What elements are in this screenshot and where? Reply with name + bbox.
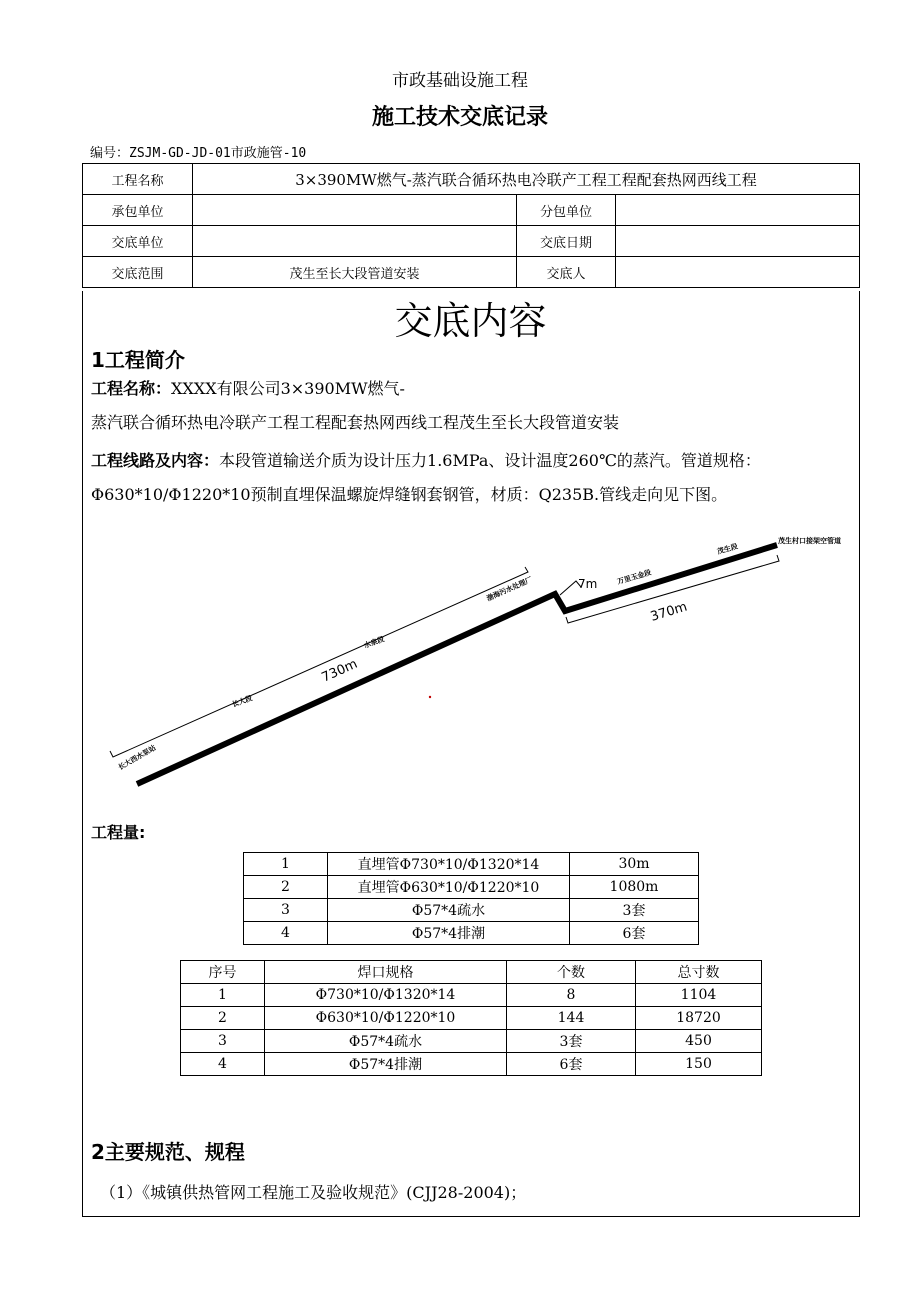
weld-cell-no: 2 [181, 1007, 265, 1030]
qty-cell-spec: Φ57*4排潮 [328, 922, 570, 945]
qty-row [244, 853, 699, 876]
label-maosheng: 茂生段 [716, 542, 739, 556]
qty-cell-no: 4 [244, 922, 328, 945]
weld-cell-count: 8 [507, 984, 636, 1007]
weld-header-count: 个数 [507, 961, 636, 984]
label-sewage: 渤海污水处理厂 [485, 575, 534, 603]
weld-cell-spec: Φ630*10/Φ1220*10 [265, 1007, 507, 1030]
project-name-paragraph [91, 376, 405, 399]
info-table [82, 163, 860, 288]
weld-cell-no: 3 [181, 1030, 265, 1053]
dim-7-label: 7m [578, 577, 598, 591]
document-code [90, 142, 306, 161]
date-value [616, 226, 860, 257]
weld-header-total: 总寸数 [636, 961, 762, 984]
label-shuiquan: 水泉段 [362, 635, 386, 650]
weld-header-spec: 焊口规格 [265, 961, 507, 984]
info-row-contractor [83, 195, 860, 226]
weld-header-no: 序号 [181, 961, 265, 984]
quantity-table [243, 852, 699, 945]
org-title: 市政基础设施工程 [392, 71, 528, 91]
label-end: 茂生村口接架空管道 [778, 537, 841, 545]
weld-cell-no: 4 [181, 1053, 265, 1076]
scope-value: 茂生至长大段管道安装 [193, 257, 517, 288]
quantity-label: 工程量: [91, 823, 146, 842]
scope-label: 交底范围 [83, 257, 193, 288]
info-row-scope [83, 257, 860, 288]
section-1-title: 1工程简介 [91, 348, 185, 372]
label-changda: 长大段 [230, 694, 254, 709]
subcontractor-label: 分包单位 [517, 195, 616, 226]
weld-cell-no: 1 [181, 984, 265, 1007]
route-value-2: Φ630*10/Φ1220*10预制直埋保温螺旋焊缝钢套钢管，材质：Q235B.管线走向见下图。 [91, 485, 728, 504]
contractor-label: 承包单位 [83, 195, 193, 226]
weld-row [181, 984, 762, 1007]
weld-cell-spec: Φ730*10/Φ1320*14 [265, 984, 507, 1007]
route-label: 工程线路及内容： [91, 451, 220, 470]
info-row-project [83, 164, 860, 195]
weld-cell-total: 450 [636, 1030, 762, 1053]
weld-cell-total: 1104 [636, 984, 762, 1007]
subcontractor-value [616, 195, 860, 226]
weld-cell-count: 6套 [507, 1053, 636, 1076]
qty-cell-no: 1 [244, 853, 328, 876]
project-name-label: 工程名称 [83, 164, 193, 195]
qty-row [244, 899, 699, 922]
weld-cell-total: 18720 [636, 1007, 762, 1030]
route-paragraph [91, 448, 761, 471]
unit-value [193, 226, 517, 257]
pipeline-route-diagram [100, 525, 850, 795]
qty-cell-no: 2 [244, 876, 328, 899]
code-value: ZSJM-GD-JD-01市政施管-10 [129, 146, 307, 161]
route-value-1: 本段管道输送介质为设计压力1.6MPa、设计温度260℃的蒸汽。管道规格： [219, 451, 761, 470]
weld-cell-total: 150 [636, 1053, 762, 1076]
qty-cell-amount: 6套 [570, 922, 699, 945]
name-value-2: 蒸汽联合循环热电冷联产工程工程配套热网西线工程茂生至长大段管道安装 [91, 413, 620, 432]
name-value-1: XXXX有限公司3×390MW燃气- [171, 379, 405, 398]
info-row-unit [83, 226, 860, 257]
person-label: 交底人 [517, 257, 616, 288]
weld-cell-spec: Φ57*4排潮 [265, 1053, 507, 1076]
weld-row [181, 1007, 762, 1030]
weld-table [180, 960, 762, 1076]
contractor-value [193, 195, 517, 226]
dim-370-label: 370m [648, 599, 690, 625]
marker-dot [429, 696, 431, 698]
label-wanli: 万里玉金段 [616, 568, 653, 586]
pipeline-route-line [137, 545, 777, 784]
dim-730-label: 730m [319, 656, 360, 686]
qty-cell-amount: 3套 [570, 899, 699, 922]
date-label: 交底日期 [517, 226, 616, 257]
qty-cell-spec: 直埋管Φ730*10/Φ1320*14 [328, 853, 570, 876]
weld-cell-spec: Φ57*4疏水 [265, 1030, 507, 1053]
person-value [616, 257, 860, 288]
weld-cell-count: 144 [507, 1007, 636, 1030]
label-start: 长大西水泵站 [117, 743, 158, 772]
qty-row [244, 876, 699, 899]
dimension-line-730 [110, 567, 528, 757]
qty-cell-spec: 直埋管Φ630*10/Φ1220*10 [328, 876, 570, 899]
weld-cell-count: 3套 [507, 1030, 636, 1053]
content-heading: 交底内容 [394, 299, 547, 343]
unit-label: 交底单位 [83, 226, 193, 257]
qty-cell-amount: 30m [570, 853, 699, 876]
weld-row [181, 1030, 762, 1053]
project-name-value: 3×390MW燃气-蒸汽联合循环热电冷联产工程工程配套热网西线工程 [193, 164, 860, 195]
standard-item-1: （1）《城镇供热管网工程施工及验收规范》(CJJ28-2004)； [100, 1183, 527, 1202]
qty-cell-no: 3 [244, 899, 328, 922]
name-label: 工程名称： [91, 379, 172, 398]
code-label: 编号： [90, 146, 130, 161]
weld-header-row [181, 961, 762, 984]
qty-cell-amount: 1080m [570, 876, 699, 899]
qty-row [244, 922, 699, 945]
weld-row [181, 1053, 762, 1076]
page-title: 施工技术交底记录 [371, 105, 548, 130]
qty-cell-spec: Φ57*4疏水 [328, 899, 570, 922]
section-2-title: 2主要规范、规程 [91, 1140, 245, 1164]
